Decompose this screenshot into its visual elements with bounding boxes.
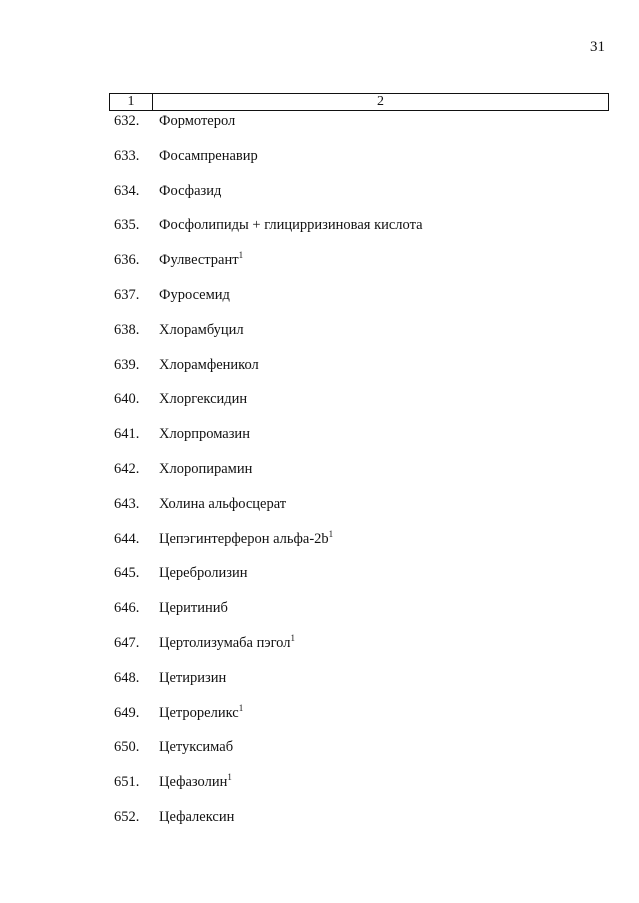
drug-name — [159, 564, 248, 582]
drug-name — [159, 216, 423, 234]
row-number: 646. — [114, 600, 140, 617]
table-row — [0, 634, 639, 669]
drug-name — [159, 530, 333, 548]
drug-name-text: Хлорамбуцил — [159, 321, 244, 338]
row-number: 645. — [114, 565, 140, 582]
table-row — [0, 356, 639, 391]
drug-name — [159, 147, 258, 165]
drug-name-text: Фуросемид — [159, 286, 230, 303]
row-number: 647. — [114, 634, 140, 651]
row-number: 652. — [114, 808, 140, 825]
table-row — [0, 182, 639, 217]
table-row — [0, 460, 639, 495]
table-row — [0, 216, 639, 251]
table-row — [0, 773, 639, 808]
row-number: 643. — [114, 495, 140, 512]
footnote-mark: 1 — [238, 250, 244, 261]
table-row — [0, 321, 639, 356]
drug-name-text: Цетрореликс — [159, 704, 239, 721]
table-row — [0, 530, 639, 565]
row-number: 650. — [114, 739, 140, 756]
drug-name — [159, 495, 286, 513]
drug-name — [159, 390, 247, 408]
row-number: 649. — [114, 704, 140, 721]
row-number: 640. — [114, 391, 140, 408]
drug-name-text: Цетуксимаб — [159, 739, 234, 756]
drug-name — [159, 112, 235, 130]
drug-name-text: Хлорамфеникол — [159, 356, 259, 373]
row-number: 644. — [114, 530, 140, 547]
row-number: 633. — [114, 147, 140, 164]
drug-name-text: Цефалексин — [159, 808, 235, 825]
drug-name-text: Фосфазид — [159, 182, 222, 199]
table-row — [0, 251, 639, 286]
footnote-mark: 1 — [238, 702, 244, 713]
row-number: 639. — [114, 356, 140, 373]
drug-name — [159, 321, 244, 339]
table-row — [0, 564, 639, 599]
footnote-mark: 1 — [328, 528, 334, 539]
table-row — [0, 738, 639, 773]
drug-name — [159, 808, 234, 826]
footnote-mark: 1 — [290, 633, 295, 644]
page-number: 31 — [590, 39, 605, 55]
table-header-col-1: 1 — [110, 94, 153, 111]
row-number: 637. — [114, 286, 140, 303]
drug-name-text: Церитиниб — [159, 600, 228, 617]
table-row — [0, 147, 639, 182]
drug-name — [159, 251, 243, 269]
row-number: 635. — [114, 217, 140, 234]
drug-name-text: Цетиризин — [159, 669, 227, 686]
table-row — [0, 599, 639, 634]
table-row — [0, 286, 639, 321]
row-number: 636. — [114, 252, 140, 269]
drug-name — [159, 669, 226, 687]
table-header-row — [110, 94, 609, 111]
row-number: 651. — [114, 774, 140, 791]
drug-name — [159, 356, 259, 374]
drug-name-text: Хлоргексидин — [159, 391, 248, 408]
table-row — [0, 390, 639, 425]
row-number: 638. — [114, 321, 140, 338]
drug-name — [159, 425, 250, 443]
drug-name — [159, 738, 233, 756]
drug-name — [159, 182, 221, 200]
drug-name-text: Церебролизин — [159, 565, 248, 582]
table-row — [0, 425, 639, 460]
drug-name-text: Фулвестрант — [159, 252, 239, 269]
row-number: 632. — [114, 113, 140, 129]
drug-name — [159, 599, 228, 617]
footnote-mark: 1 — [227, 772, 232, 783]
table-row — [0, 495, 639, 530]
drug-name — [159, 773, 232, 791]
drug-name — [159, 286, 230, 304]
drug-name-text: Формотерол — [159, 113, 236, 129]
row-number: 634. — [114, 182, 140, 199]
row-number: 641. — [114, 426, 140, 443]
drug-name — [159, 704, 243, 722]
drug-name-text: Фосампренавир — [159, 147, 258, 164]
table-row — [0, 669, 639, 704]
drug-list — [0, 112, 639, 843]
table-header-col-2: 2 — [153, 94, 609, 111]
drug-name-text: Цепэгинтерферон альфа-2b — [159, 530, 329, 547]
table-row — [0, 808, 639, 843]
drug-name — [159, 634, 295, 652]
table-row — [0, 704, 639, 739]
table-row — [0, 112, 639, 147]
drug-name-text: Хлоропирамин — [159, 460, 253, 477]
drug-name-text: Холина альфосцерат — [159, 495, 287, 512]
row-number: 642. — [114, 460, 140, 477]
drug-name-text: Хлорпромазин — [159, 426, 250, 443]
drug-name-text: Цертолизумаба пэгол — [159, 634, 291, 651]
row-number: 648. — [114, 669, 140, 686]
drug-name-text: Цефазолин — [159, 774, 228, 791]
drug-name — [159, 460, 252, 478]
drug-name-text: Фосфолипиды + глицирризиновая кислота — [159, 217, 423, 234]
table-header — [109, 93, 609, 111]
